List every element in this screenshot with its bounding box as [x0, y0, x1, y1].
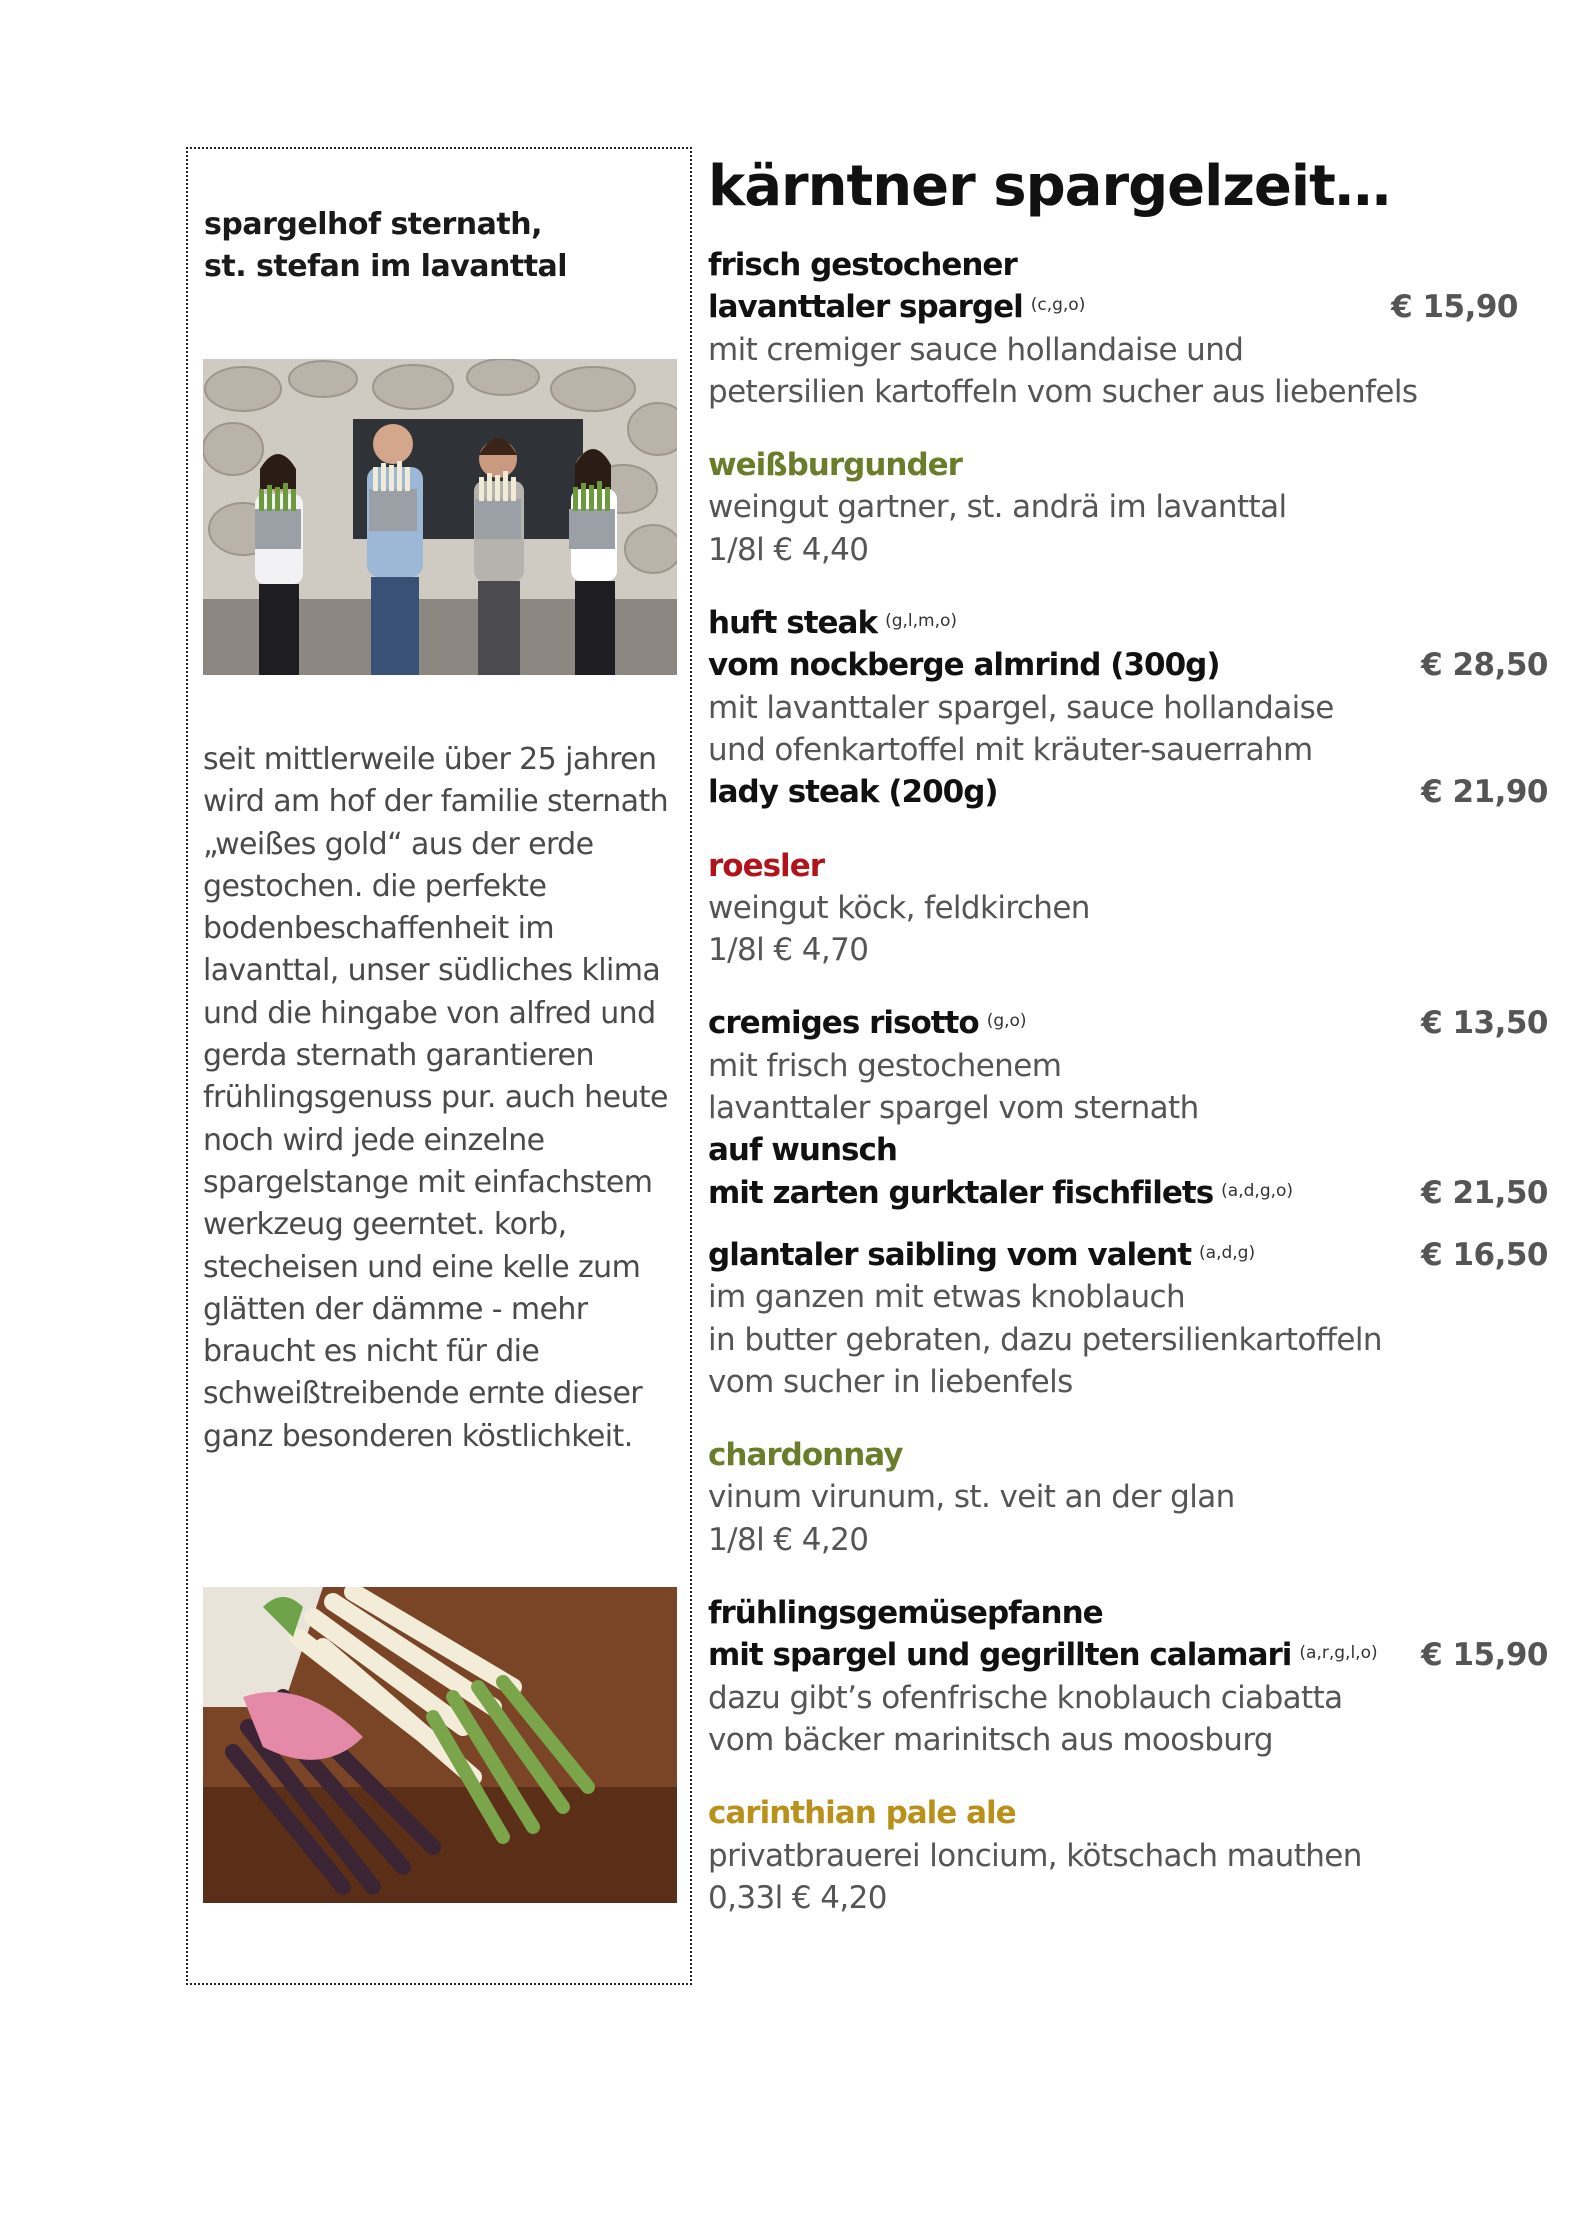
story-line: ganz besonderen köstlichkeit. [203, 1418, 633, 1454]
wine-price: 1/8l € 4,40 [708, 531, 869, 568]
allergen-codes: (g,o) [986, 1011, 1027, 1032]
dish-description: mit frisch gestochenem [708, 1047, 1062, 1084]
dish-name-line2 [708, 1634, 1548, 1676]
dish-name: frisch gestochener [708, 247, 1017, 283]
story-line: bodenbeschaffenheit im [203, 911, 554, 947]
dish-description: dazu gibt’s ofenfrische knoblauch ciabatta [708, 1679, 1343, 1716]
story-line: wird am hof der familie sternath [203, 784, 669, 820]
dish-description: vom sucher in liebenfels [708, 1363, 1073, 1400]
dish-name-text: mit spargel und gegrillten calamari [708, 1637, 1292, 1674]
option-text: mit zarten gurktaler fischfilets [708, 1174, 1214, 1211]
asparagus-photo [203, 1587, 677, 1903]
story-line: braucht es nicht für die [203, 1334, 540, 1370]
dish-description: im ganzen mit etwas knoblauch [708, 1279, 1186, 1316]
dish-price: € 16,50 [1421, 1236, 1548, 1273]
sidebar-title-line: spargelhof sternath, [204, 207, 542, 242]
story-line: werkzeug geerntet. korb, [203, 1207, 567, 1243]
dish-name-text: lavanttaler spargel [708, 289, 1023, 326]
story-line: gestochen. die perfekte [203, 868, 547, 904]
menu-item-huft-steak [708, 602, 1548, 813]
dish-name-text: vom nockberge almrind (300g) [708, 647, 1220, 684]
dish-name-text: huft steak [708, 605, 878, 642]
allergen-codes: (a,r,g,l,o) [1299, 1643, 1378, 1664]
menu-item-saibling [708, 1234, 1548, 1403]
menu-column [708, 150, 1548, 1919]
story-line: stecheisen und eine kelle zum [203, 1249, 641, 1285]
wine-name: chardonnay [708, 1437, 903, 1474]
dish-name-text: glantaler saibling vom valent [708, 1236, 1192, 1273]
story-line: seit mittlerweile über 25 jahren [203, 742, 657, 777]
sidebar-box [186, 147, 692, 1985]
dish-description: in butter gebraten, dazu petersilienkartoffeln [708, 1321, 1382, 1358]
story-line: glätten der dämme - mehr [203, 1291, 588, 1327]
dish-description: mit lavanttaler spargel, sauce hollandaise [708, 689, 1334, 726]
dish-name-line2 [708, 644, 1548, 686]
sidebar-title-line: st. stefan im lavanttal [204, 249, 568, 284]
family-photo [203, 359, 677, 675]
wine-producer: weingut köck, feldkirchen [708, 889, 1090, 926]
dish-variant [708, 771, 1548, 813]
dish-price: € 28,50 [1421, 647, 1548, 684]
allergen-codes: (c,g,o) [1030, 295, 1086, 316]
menu-item-risotto [708, 1002, 1548, 1213]
wine-producer: vinum virunum, st. veit an der glan [708, 1479, 1235, 1516]
story-line: gerda sternath garantieren [203, 1038, 594, 1074]
wine-name: weißburgunder [708, 447, 962, 484]
dish-description: lavanttaler spargel vom sternath [708, 1090, 1199, 1127]
wine-price: 1/8l € 4,70 [708, 932, 869, 969]
beer-name: carinthian pale ale [708, 1795, 1016, 1832]
dish-name: frühlingsgemüsepfanne [708, 1595, 1103, 1632]
dish-price: € 15,90 [1391, 289, 1518, 326]
story-line: spargelstange mit einfachstem [203, 1164, 653, 1200]
dish-description: und ofenkartoffel mit kräuter-sauerrahm [708, 731, 1313, 768]
story-line: „weißes gold“ aus der erde [203, 826, 594, 862]
dish-name-line1 [708, 602, 1548, 644]
story-line: schweißtreibende ernte dieser [203, 1376, 643, 1412]
dish-description: mit cremiger sauce hollandaise und [708, 331, 1244, 368]
story-line: und die hingabe von alfred und [203, 995, 656, 1031]
sidebar-title [204, 204, 567, 288]
beer-producer: privatbrauerei loncium, kötschach mauthen [708, 1837, 1362, 1874]
dish-description: vom bäcker marinitsch aus moosburg [708, 1721, 1273, 1758]
dish-name-line1 [708, 1234, 1548, 1276]
wine-price: 1/8l € 4,20 [708, 1521, 869, 1558]
dish-option-label: auf wunsch [708, 1132, 897, 1169]
dish-price: € 13,50 [1421, 1005, 1548, 1042]
page-title: kärntner spargelzeit… [708, 154, 1390, 219]
dish-name-line1 [708, 1002, 1548, 1044]
dish-option [708, 1172, 1548, 1214]
allergen-codes: (a,d,g) [1199, 1242, 1256, 1263]
dish-name-text: cremiges risotto [708, 1005, 979, 1042]
menu-item-weissburgunder [708, 444, 1548, 571]
option-price: € 21,50 [1421, 1174, 1548, 1211]
wine-name: roesler [708, 847, 825, 884]
story-line: frühlingsgenuss pur. auch heute [203, 1080, 668, 1116]
beer-price: 0,33l € 4,20 [708, 1879, 887, 1916]
menu-item-roesler [708, 845, 1548, 972]
wine-producer: weingut gartner, st. andrä im lavanttal [708, 489, 1287, 526]
story-line: lavanttal, unser südliches klima [203, 953, 661, 989]
variant-price: € 21,90 [1421, 774, 1548, 811]
allergen-codes: (a,d,g,o) [1221, 1180, 1294, 1201]
allergen-codes: (g,l,m,o) [885, 611, 958, 632]
variant-name: lady steak (200g) [708, 774, 998, 811]
sidebar-story [203, 739, 683, 1458]
menu-item-gemuesepfanne [708, 1592, 1548, 1761]
menu-item-pale-ale [708, 1792, 1548, 1919]
menu-item-spargel [708, 244, 1548, 413]
dish-name-line2 [708, 286, 1548, 328]
story-line: noch wird jede einzelne [203, 1122, 545, 1158]
menu-item-chardonnay [708, 1434, 1548, 1561]
dish-description: petersilien kartoffeln vom sucher aus liebenfels [708, 373, 1418, 410]
dish-price: € 15,90 [1421, 1637, 1548, 1674]
